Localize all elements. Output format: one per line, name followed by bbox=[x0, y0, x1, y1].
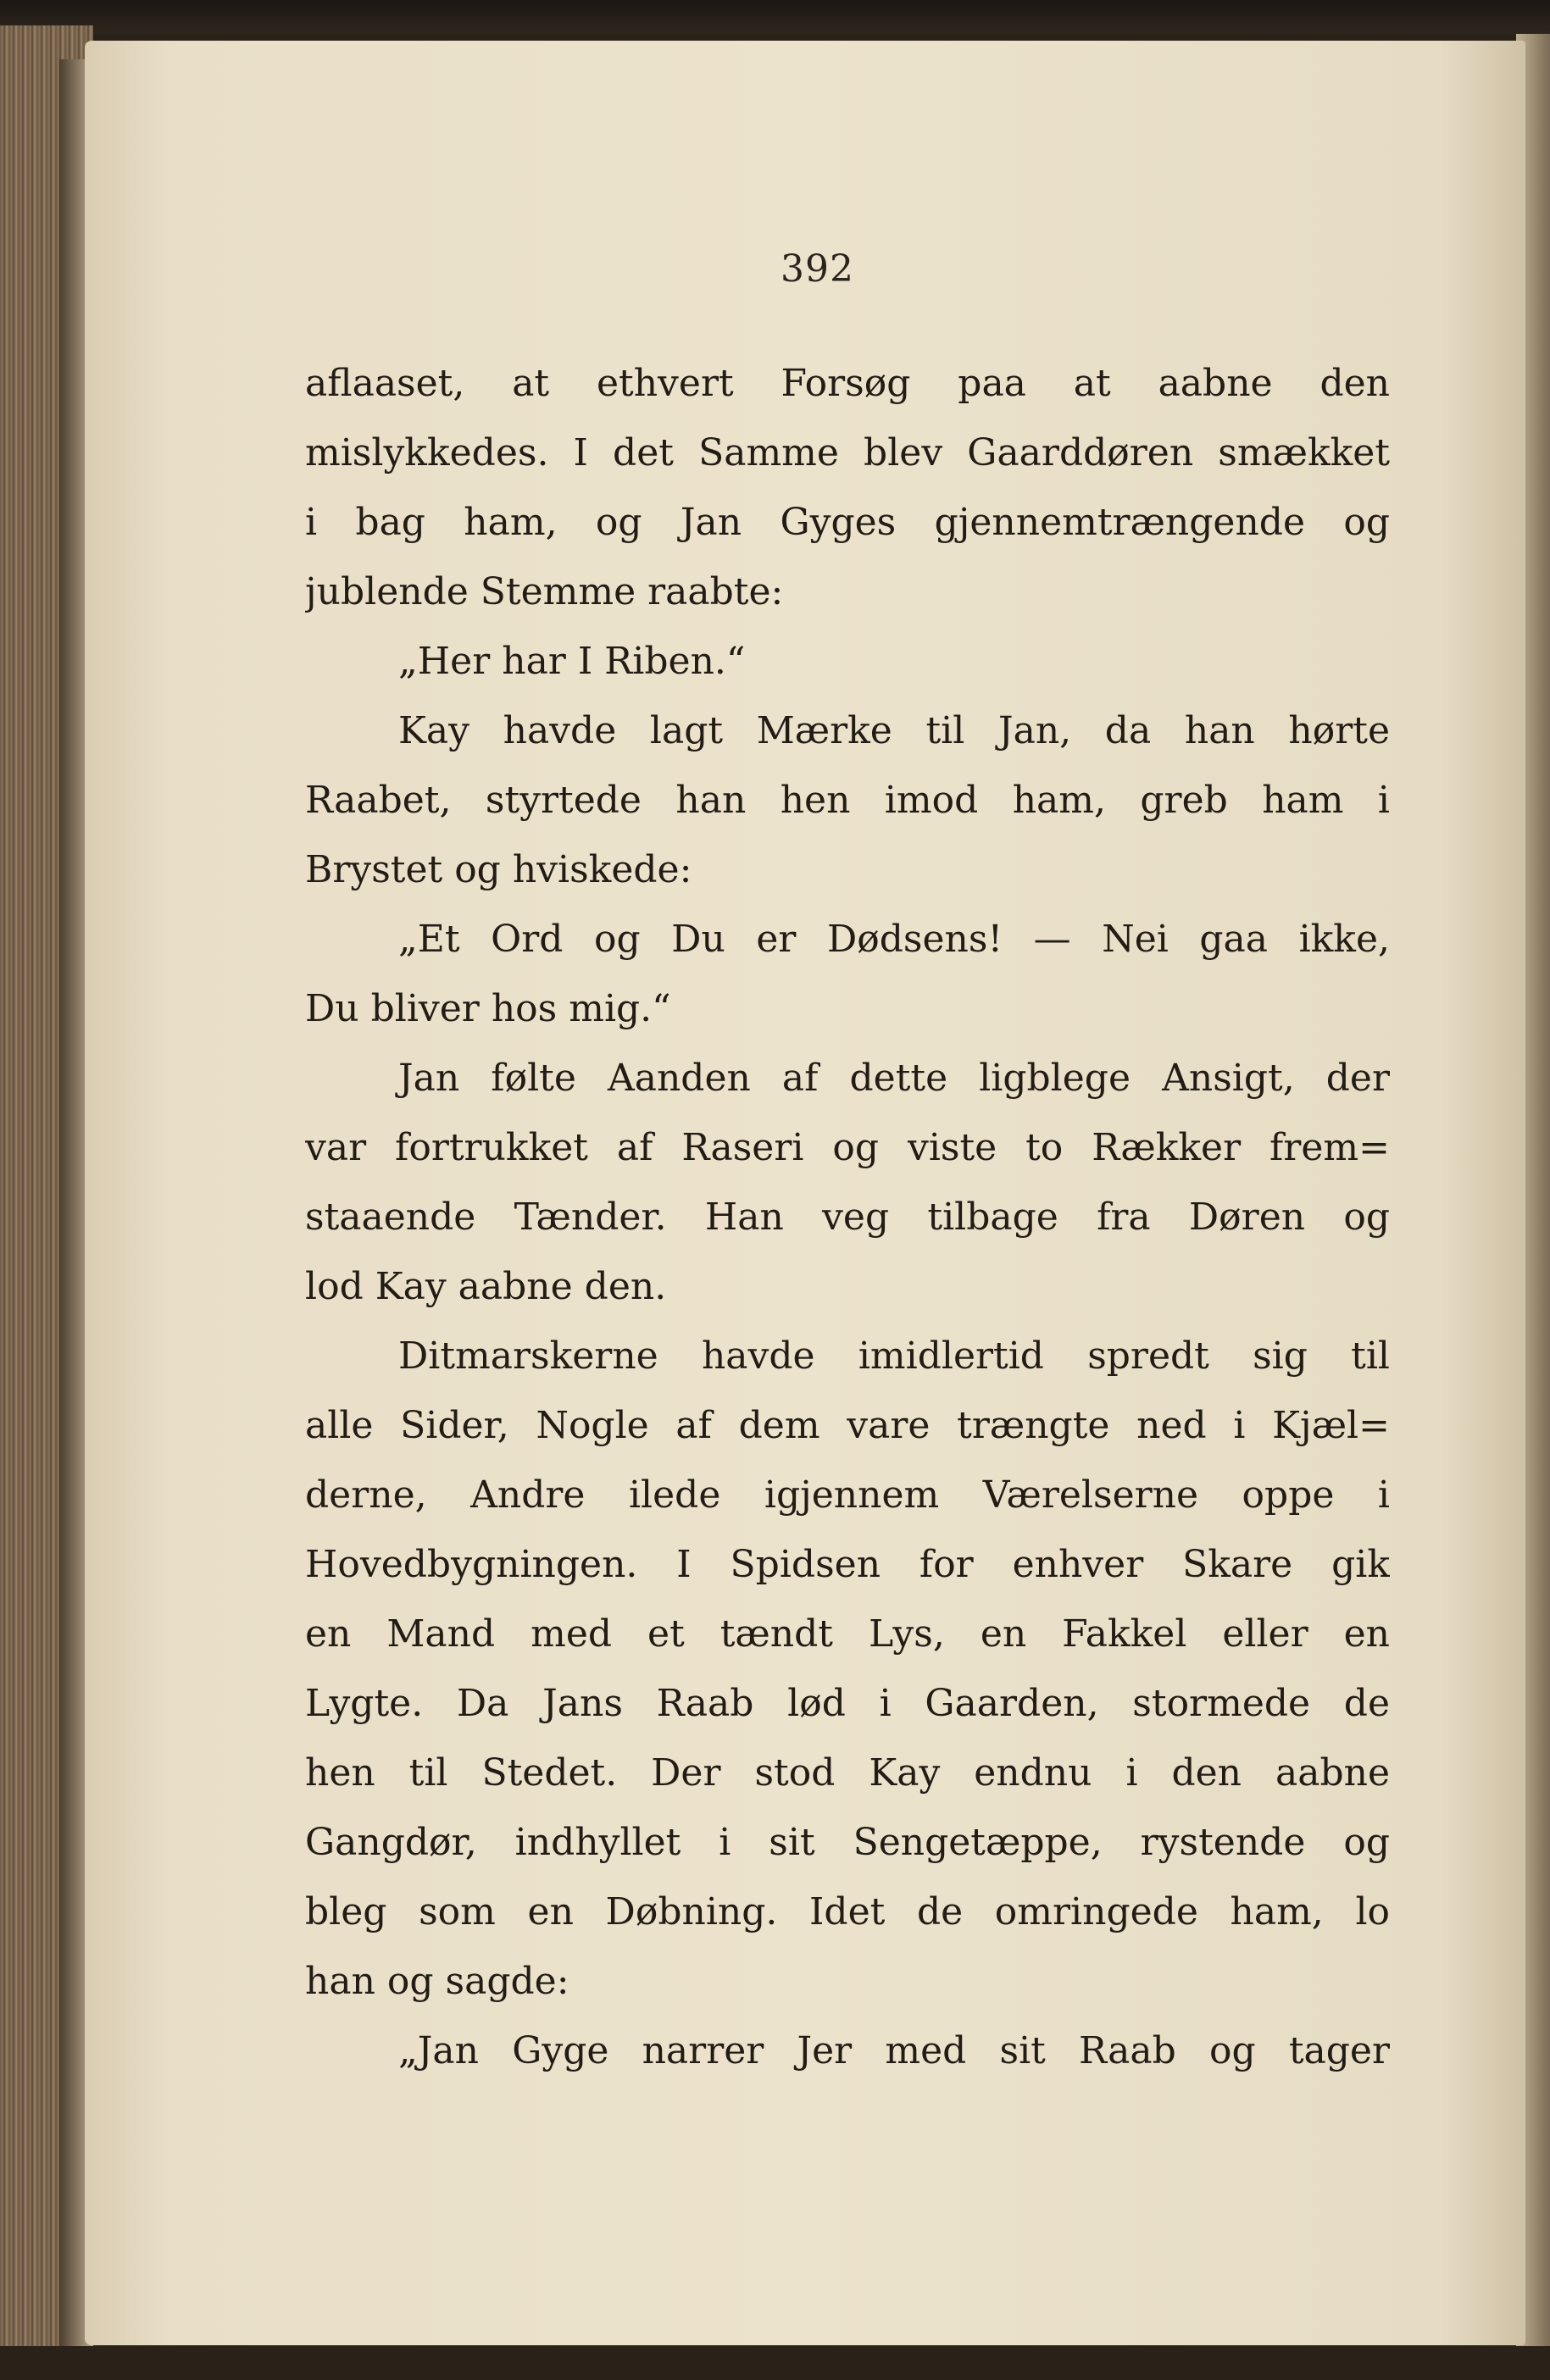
text-line: staaende Tænder. Han veg tilbage fra Døren og bbox=[305, 1196, 1390, 1239]
text-line: lod Kay aabne den. bbox=[305, 1265, 667, 1308]
text-line: Hovedbygningen. I Spidsen for enhver Skare gik bbox=[305, 1543, 1390, 1586]
text-line: Gangdør, indhyllet i sit Sengetæppe, rystende og bbox=[305, 1821, 1390, 1864]
body-text bbox=[305, 349, 1390, 2086]
text-line: jublende Stemme raabte: bbox=[305, 570, 784, 613]
text-line: „Jan Gyge narrer Jer med sit Raab og tager bbox=[398, 2029, 1390, 2072]
text-line: derne, Andre ilede igjennem Værelserne oppe i bbox=[305, 1473, 1390, 1517]
text-line: aflaaset, at ethvert Forsøg paa at aabne den bbox=[305, 362, 1390, 405]
text-line: Du bliver hos mig.“ bbox=[305, 987, 671, 1030]
book-page-edges bbox=[0, 25, 93, 2347]
text-line: „Her har I Riben.“ bbox=[398, 640, 746, 683]
scan-bottom-edge bbox=[0, 2346, 1550, 2380]
text-line: han og sagde: bbox=[305, 1960, 569, 2003]
text-line: Kay havde lagt Mærke til Jan, da han hørte bbox=[398, 709, 1390, 752]
text-line: var fortrukket af Raseri og viste to Rækker frem= bbox=[305, 1126, 1390, 1169]
page-number-text: 392 bbox=[781, 247, 854, 291]
text-line: Lygte. Da Jans Raab lød i Gaarden, stormede de bbox=[305, 1682, 1390, 1725]
text-line: Raabet, styrtede han hen imod ham, greb ham i bbox=[305, 779, 1390, 822]
text-line: mislykkedes. I det Samme blev Gaarddøren smækket bbox=[305, 431, 1390, 474]
text-line: hen til Stedet. Der stod Kay endnu i den aabne bbox=[305, 1751, 1390, 1795]
text-line: alle Sider, Nogle af dem vare trængte ned i Kjæl= bbox=[305, 1404, 1390, 1447]
page-number bbox=[0, 247, 1550, 291]
scan-top-edge bbox=[0, 0, 1550, 34]
text-line: Ditmarskerne havde imidlertid spredt sig til bbox=[398, 1334, 1390, 1378]
text-line: Jan følte Aanden af dette ligblege Ansigt, der bbox=[398, 1057, 1390, 1100]
text-line: Brystet og hviskede: bbox=[305, 848, 692, 891]
text-line: i bag ham, og Jan Gyges gjennemtrængende og bbox=[305, 501, 1390, 544]
text-line: bleg som en Døbning. Idet de omringede ham, lo bbox=[305, 1890, 1390, 1933]
text-line: en Mand med et tændt Lys, en Fakkel eller en bbox=[305, 1612, 1390, 1656]
text-line: „Et Ord og Du er Dødsens! — Nei gaa ikke, bbox=[398, 918, 1390, 961]
